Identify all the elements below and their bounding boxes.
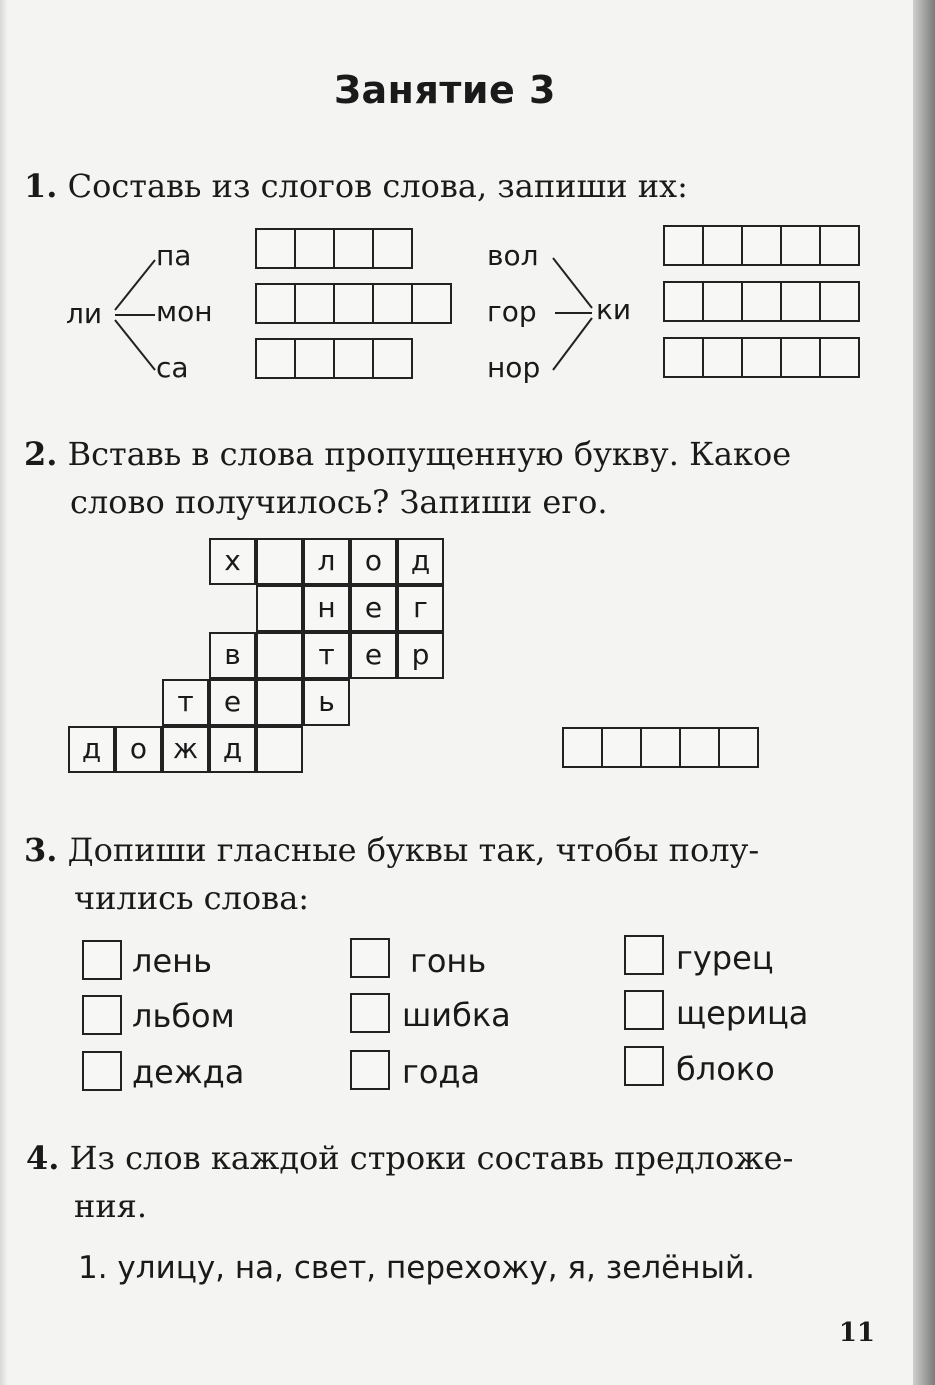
task-1-text: Составь из слогов слова, запиши их:: [67, 167, 688, 205]
vowel-box[interactable]: [624, 990, 664, 1030]
grid-cell: х: [209, 538, 256, 585]
grid-cell: д: [209, 726, 256, 773]
root-syllable-li: ли: [66, 297, 103, 330]
vowel-box[interactable]: [82, 1051, 122, 1091]
grid-cell: е: [209, 679, 256, 726]
answer-boxes-sa[interactable]: [255, 338, 411, 379]
vowel-box[interactable]: [82, 940, 122, 980]
ending-syllable-ki: ки: [596, 293, 632, 326]
syllable-vol: вол: [487, 239, 539, 272]
syllable-gor: гор: [487, 295, 537, 328]
grid-cell: е: [350, 585, 397, 632]
task-3-line-1: [24, 826, 759, 874]
answer-boxes-pa[interactable]: [255, 228, 411, 269]
grid-cell: о: [350, 538, 397, 585]
task-3-text-1: Допиши гласные буквы так, чтобы полу-: [67, 831, 760, 869]
task-1-number: 1.: [24, 167, 58, 205]
grid-cell: н: [303, 585, 350, 632]
word-fragment: дежда: [132, 1053, 245, 1091]
letter-grid: [68, 538, 448, 778]
word-fragment: шибка: [402, 996, 511, 1034]
task-4-number: 4.: [26, 1139, 60, 1177]
task-2-number: 2.: [24, 435, 58, 473]
task-4-text-1: Из слов каждой строки составь предложе-: [69, 1139, 794, 1177]
word-fragment: лень: [132, 942, 212, 980]
word-fragment: блоко: [676, 1050, 775, 1088]
answer-boxes-nor[interactable]: [663, 337, 858, 378]
grid-cell-missing[interactable]: [256, 632, 303, 679]
grid-cell-missing[interactable]: [256, 679, 303, 726]
vowel-box[interactable]: [82, 995, 122, 1035]
task-2-text-2: слово получилось? Запиши его.: [70, 483, 608, 521]
task-2-text-1: Вставь в слова пропущенную букву. Какое: [67, 435, 792, 473]
word-fragment: льбом: [132, 997, 235, 1035]
vowel-box[interactable]: [350, 938, 390, 978]
grid-cell: г: [397, 585, 444, 632]
task-3-number: 3.: [24, 831, 58, 869]
grid-cell: т: [162, 679, 209, 726]
task-3-text-2: чились слова:: [74, 879, 310, 917]
grid-cell: д: [68, 726, 115, 773]
vowel-box[interactable]: [624, 935, 664, 975]
grid-cell: л: [303, 538, 350, 585]
answer-word-boxes[interactable]: [562, 727, 757, 768]
vowel-box[interactable]: [350, 1050, 390, 1090]
answer-boxes-vol[interactable]: [663, 225, 858, 266]
syllable-nor: нор: [487, 351, 541, 384]
grid-cell: о: [115, 726, 162, 773]
sentence-words: 1. улицу, на, свет, перехожу, я, зелёный.: [78, 1250, 755, 1286]
grid-cell-missing[interactable]: [256, 538, 303, 585]
page-title: Занятие 3: [334, 68, 556, 112]
grid-cell-missing[interactable]: [256, 726, 303, 773]
word-fragment: гурец: [676, 939, 774, 977]
grid-cell: ж: [162, 726, 209, 773]
word-fragment: щерица: [676, 994, 809, 1032]
grid-cell: в: [209, 632, 256, 679]
vowel-box[interactable]: [350, 993, 390, 1033]
grid-cell: р: [397, 632, 444, 679]
answer-boxes-mon[interactable]: [255, 283, 450, 324]
grid-cell: е: [350, 632, 397, 679]
grid-cell: т: [303, 632, 350, 679]
answer-boxes-gor[interactable]: [663, 281, 858, 322]
task-4-line-1: [26, 1134, 793, 1182]
word-fragment: гонь: [410, 942, 487, 980]
grid-cell-missing[interactable]: [256, 585, 303, 632]
page-number: 11: [838, 1318, 875, 1348]
task-2-line-1: [24, 430, 791, 478]
vowel-box[interactable]: [624, 1046, 664, 1086]
grid-cell: д: [397, 538, 444, 585]
syllable-pa: па: [156, 239, 192, 272]
syllable-sa: са: [156, 351, 189, 384]
grid-cell: ь: [303, 679, 350, 726]
task-4-text-2: ния.: [74, 1187, 148, 1225]
syllable-mon: мон: [156, 295, 213, 328]
word-fragment: года: [402, 1053, 481, 1091]
